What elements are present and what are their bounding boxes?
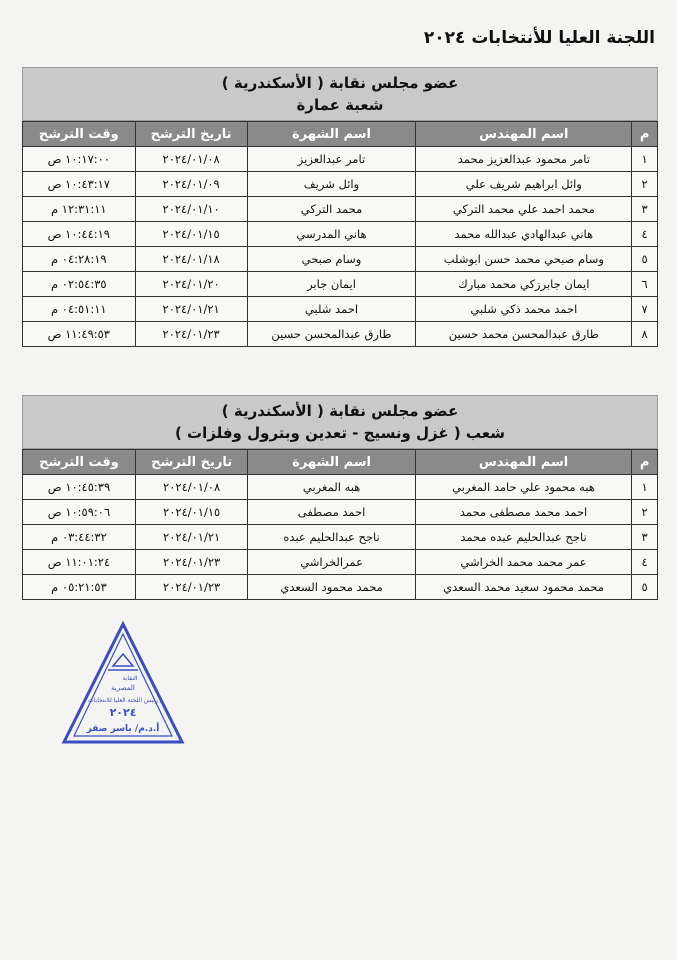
table-row: [23, 322, 658, 347]
cell-fame-name: هبه المغربي: [248, 475, 415, 500]
section-subtitle: شعب ( غزل ونسيج - تعدين وبترول وفلزات ): [174, 424, 505, 442]
table-row: [23, 172, 658, 197]
section-title: عضو مجلس نقابة ( الأسكندرية ): [221, 402, 459, 420]
section-header: [22, 67, 658, 121]
cell-nomination-date: ٢٠٢٤/٠١/٢٣: [135, 322, 247, 347]
cell-nomination-date: ٢٠٢٤/٠١/٠٨: [135, 147, 247, 172]
cell-fame-name: ناجح عبدالحليم عبده: [248, 525, 415, 550]
cell-engineer-name: محمد محمود سعيد محمد السعدي: [415, 575, 631, 600]
cell-engineer-name: وسام صبحي محمد حسن ابوشلب: [416, 247, 632, 272]
cell-engineer-name: ناجح عبدالحليم عبده محمد: [415, 525, 631, 550]
cell-number: ٦: [632, 272, 658, 297]
col-fame-name: اسم الشهرة: [247, 122, 416, 147]
cell-nomination-date: ٢٠٢٤/٠١/٢٠: [135, 272, 247, 297]
stamp-line-5: أ.د.م/ ياسر صقر: [86, 724, 160, 734]
col-nomination-date: تاريخ الترشح: [135, 450, 247, 475]
cell-nomination-date: ٢٠٢٤/٠١/٢٣: [135, 575, 247, 600]
col-engineer-name: اسم المهندس: [415, 450, 631, 475]
cell-number: ٤: [632, 550, 658, 575]
cell-fame-name: طارق عبدالمحسن حسين: [247, 322, 416, 347]
candidates-table: [22, 449, 658, 600]
cell-fame-name: ايمان جابر: [247, 272, 416, 297]
section-architecture: [22, 67, 658, 347]
cell-nomination-time: ١٠:٤٥:٣٩ ص: [23, 475, 136, 500]
cell-engineer-name: محمد احمد علي محمد التركي: [416, 197, 632, 222]
cell-nomination-time: ١١:٠١:٢٤ ص: [23, 550, 136, 575]
section-title: عضو مجلس نقابة ( الأسكندرية ): [221, 74, 459, 92]
cell-number: ١: [632, 475, 658, 500]
official-stamp: [58, 618, 188, 748]
stamp-line-1: النقابة: [122, 675, 138, 682]
section-header: [22, 395, 658, 449]
cell-nomination-date: ٢٠٢٤/٠١/١٥: [135, 500, 247, 525]
table-row: [23, 197, 658, 222]
table-row: [23, 247, 658, 272]
table-row: [23, 475, 658, 500]
cell-nomination-time: ١٠:١٧:٠٠ ص: [23, 147, 136, 172]
cell-number: ٣: [632, 197, 658, 222]
cell-nomination-time: ١٠:٥٩:٠٦ ص: [23, 500, 136, 525]
cell-nomination-date: ٢٠٢٤/٠١/٢١: [135, 297, 247, 322]
cell-nomination-date: ٢٠٢٤/٠١/١٠: [135, 197, 247, 222]
cell-number: ٤: [632, 222, 658, 247]
cell-number: ٧: [632, 297, 658, 322]
cell-fame-name: هاني المدرسي: [247, 222, 416, 247]
cell-fame-name: تامر عبدالعزيز: [247, 147, 416, 172]
cell-nomination-time: ٠٤:٥١:١١ م: [23, 297, 136, 322]
section-textile-mining: [22, 395, 658, 600]
table-row: [23, 550, 658, 575]
cell-nomination-time: ١٠:٤٣:١٧ ص: [23, 172, 136, 197]
cell-number: ٨: [632, 322, 658, 347]
table-row: [23, 575, 658, 600]
cell-engineer-name: احمد محمد ذكي شلبي: [416, 297, 632, 322]
table-row: [23, 525, 658, 550]
col-number: م: [632, 122, 658, 147]
stamp-line-3: رئيس اللجنة العليا للانتخابات: [88, 697, 158, 704]
table-row: [23, 297, 658, 322]
table-row: [23, 222, 658, 247]
table-row: [23, 272, 658, 297]
table-header-row: [23, 450, 658, 475]
cell-number: ١: [632, 147, 658, 172]
col-nomination-time: وقت الترشح: [23, 450, 136, 475]
cell-nomination-date: ٢٠٢٤/٠١/١٨: [135, 247, 247, 272]
col-fame-name: اسم الشهرة: [248, 450, 415, 475]
cell-number: ٢: [632, 500, 658, 525]
cell-fame-name: محمد محمود السعدي: [248, 575, 415, 600]
table-row: [23, 147, 658, 172]
cell-number: ٥: [632, 575, 658, 600]
cell-fame-name: احمد مصطفى: [248, 500, 415, 525]
cell-nomination-time: ٠٤:٢٨:١٩ م: [23, 247, 136, 272]
col-engineer-name: اسم المهندس: [416, 122, 632, 147]
cell-number: ٥: [632, 247, 658, 272]
cell-nomination-time: ٠٢:٥٤:٣٥ م: [23, 272, 136, 297]
cell-fame-name: احمد شلبي: [247, 297, 416, 322]
cell-engineer-name: طارق عبدالمحسن محمد حسين: [416, 322, 632, 347]
cell-nomination-date: ٢٠٢٤/٠١/١٥: [135, 222, 247, 247]
cell-engineer-name: هاني عبدالهادي عبدالله محمد: [416, 222, 632, 247]
cell-nomination-time: ١١:٤٩:٥٣ ص: [23, 322, 136, 347]
cell-engineer-name: ايمان جابرزكي محمد مبارك: [416, 272, 632, 297]
cell-engineer-name: احمد محمد مصطفى محمد: [415, 500, 631, 525]
cell-number: ٢: [632, 172, 658, 197]
cell-engineer-name: هبه محمود علي حامد المغربي: [415, 475, 631, 500]
section-subtitle: شعبة عمارة: [296, 96, 384, 114]
col-nomination-time: وقت الترشح: [23, 122, 136, 147]
cell-nomination-date: ٢٠٢٤/٠١/٠٩: [135, 172, 247, 197]
stamp-line-4: ٢٠٢٤: [109, 706, 137, 719]
cell-nomination-time: ٠٥:٢١:٥٣ م: [23, 575, 136, 600]
candidates-table: [22, 121, 658, 347]
cell-fame-name: وائل شريف: [247, 172, 416, 197]
cell-nomination-date: ٢٠٢٤/٠١/٢٣: [135, 550, 247, 575]
cell-nomination-date: ٢٠٢٤/٠١/٢١: [135, 525, 247, 550]
table-header-row: [23, 122, 658, 147]
cell-fame-name: وسام صبحي: [247, 247, 416, 272]
col-nomination-date: تاريخ الترشح: [135, 122, 247, 147]
cell-nomination-time: ١٠:٤٤:١٩ ص: [23, 222, 136, 247]
cell-engineer-name: وائل ابراهيم شريف علي: [416, 172, 632, 197]
table-row: [23, 500, 658, 525]
col-number: م: [632, 450, 658, 475]
stamp-line-2: المصرية: [111, 684, 135, 692]
cell-nomination-date: ٢٠٢٤/٠١/٠٨: [135, 475, 247, 500]
cell-fame-name: عمرالخراشي: [248, 550, 415, 575]
cell-nomination-time: ١٢:٣١:١١ م: [23, 197, 136, 222]
cell-nomination-time: ٠٣:٤٤:٣٢ م: [23, 525, 136, 550]
cell-fame-name: محمد التركي: [247, 197, 416, 222]
cell-engineer-name: عمر محمد محمد الخراشي: [415, 550, 631, 575]
cell-number: ٣: [632, 525, 658, 550]
cell-engineer-name: تامر محمود عبدالعزيز محمد: [416, 147, 632, 172]
page-header: اللجنة العليا للأنتخابات ٢٠٢٤: [423, 28, 655, 48]
